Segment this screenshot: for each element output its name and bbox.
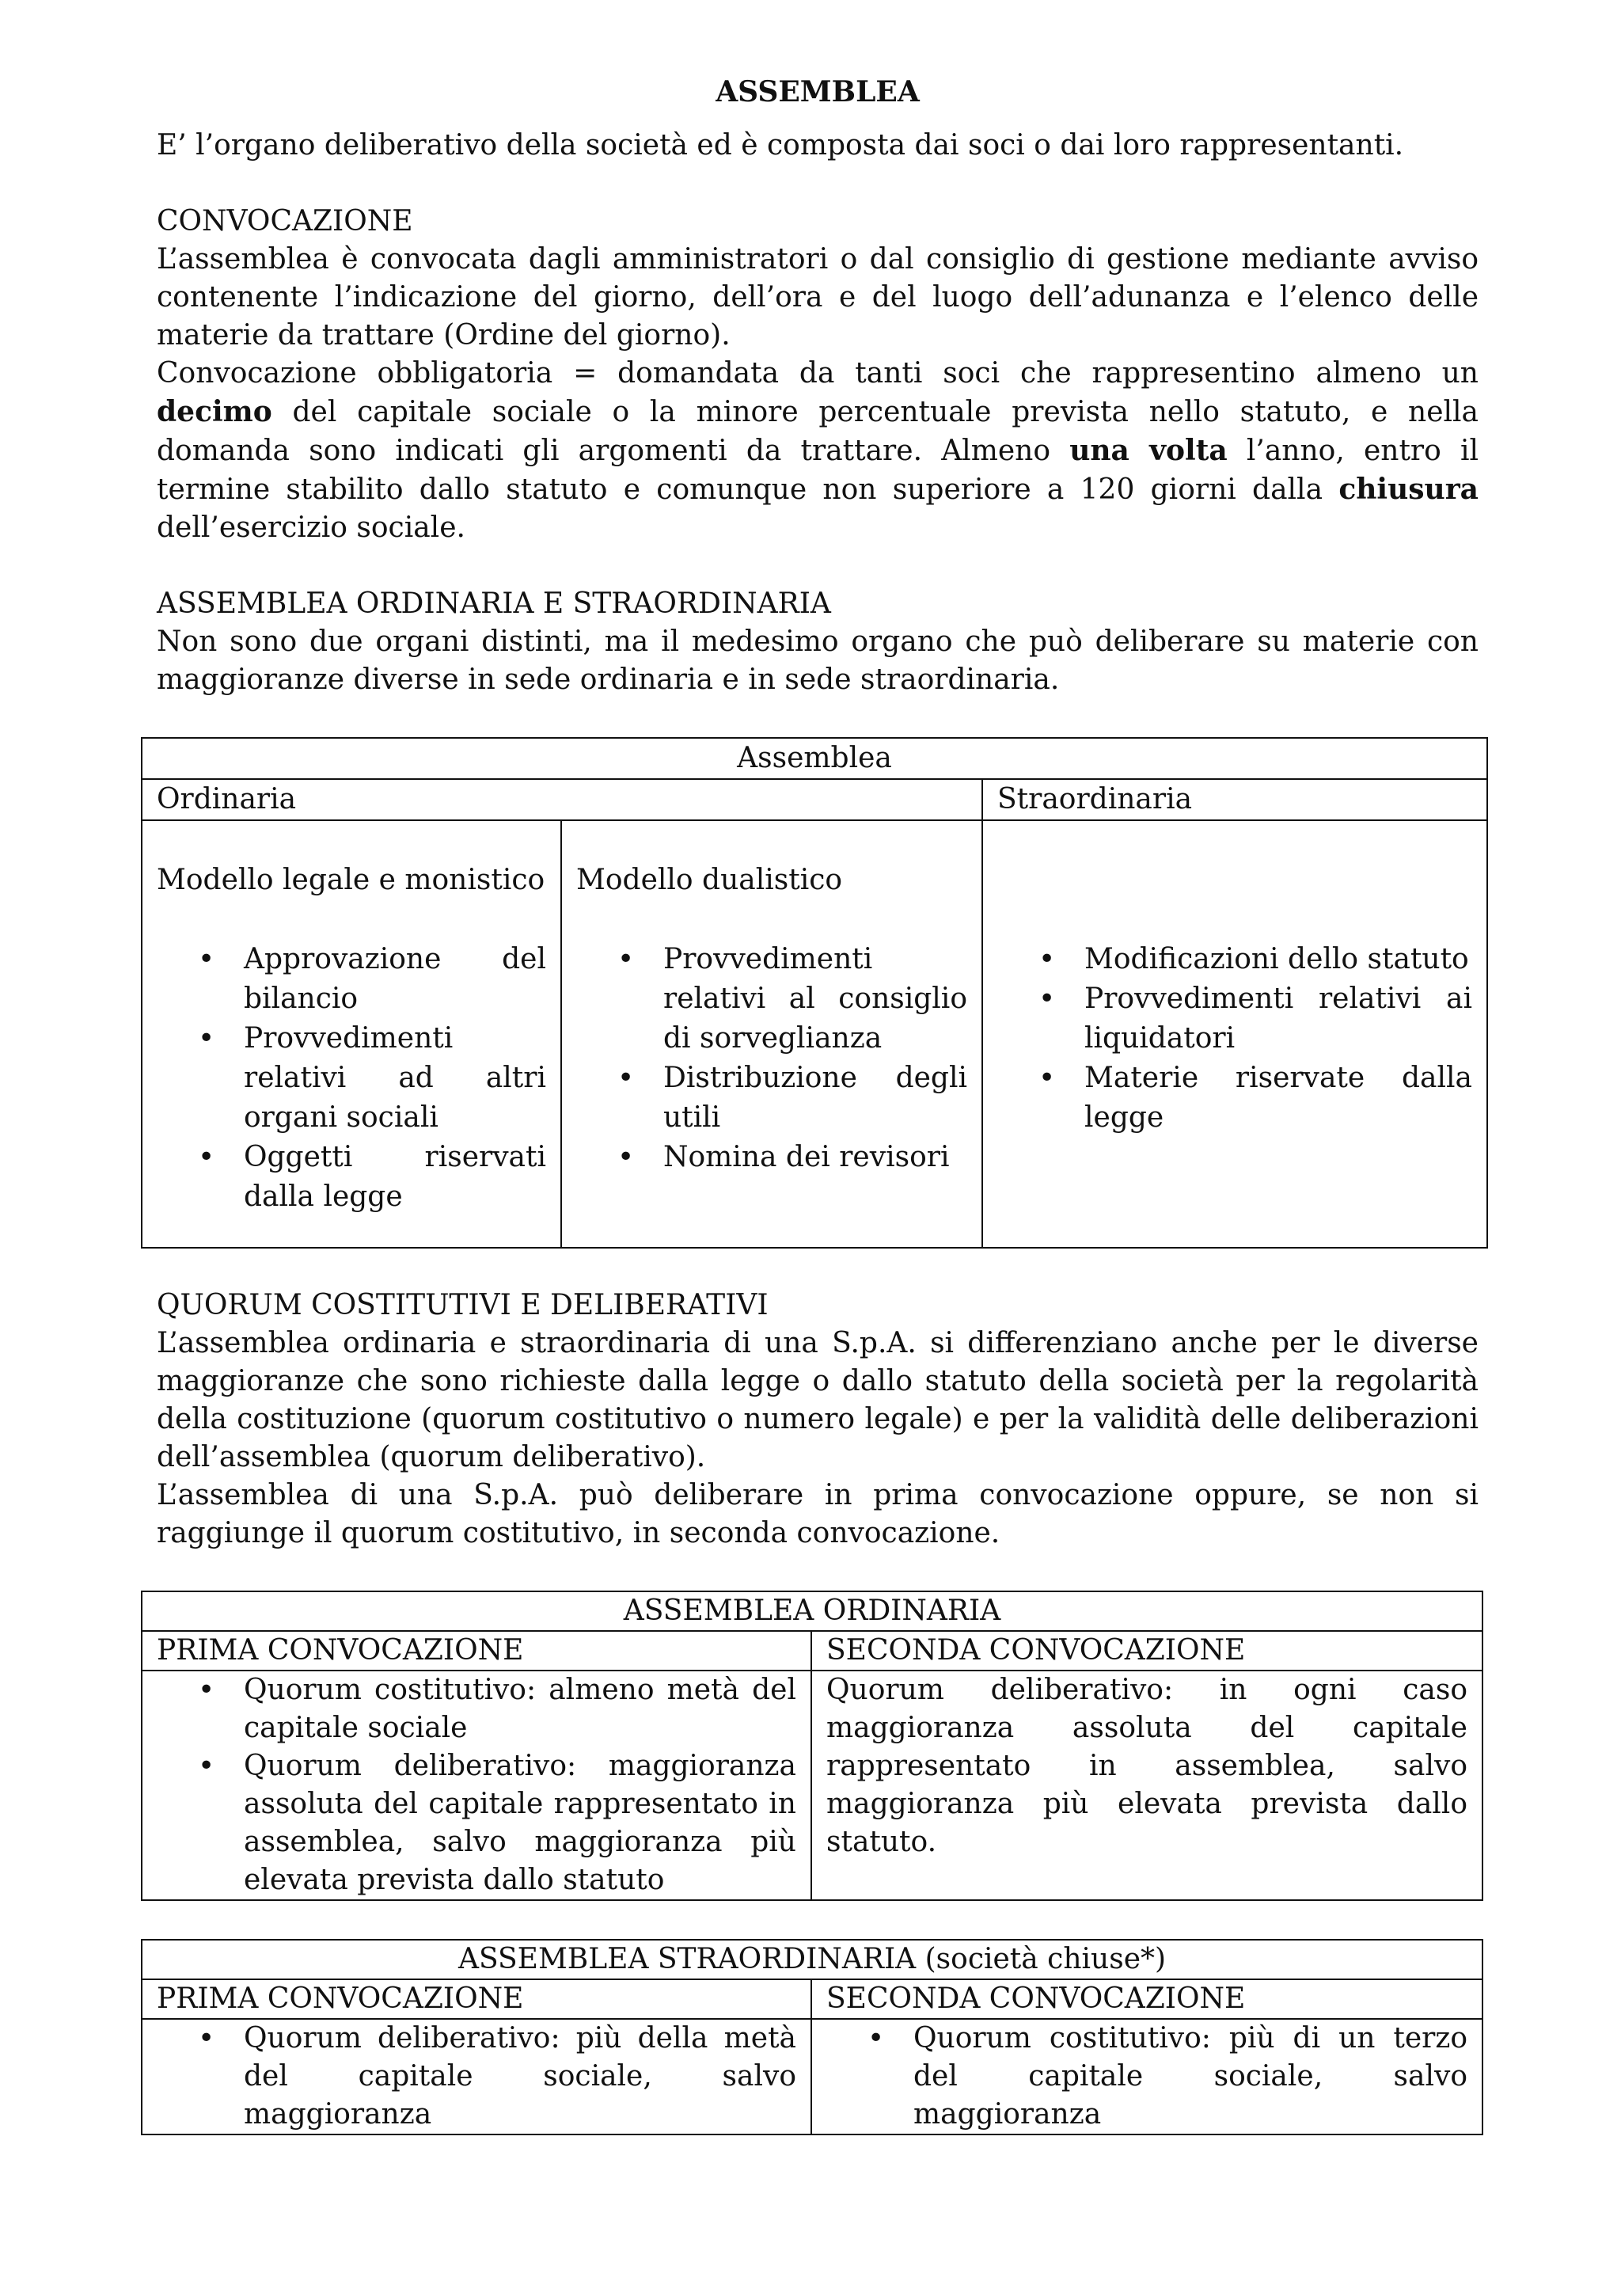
- list-item: • Nomina dei revisori: [576, 1138, 967, 1177]
- prima-convocazione-cell: [142, 2019, 811, 2134]
- list-item: • Approvazione del bilancio: [157, 940, 546, 1019]
- modello-dualistico-title: Modello dualistico: [576, 864, 843, 896]
- list-item: • Provvedimenti relativi al consiglio di sorveglianza: [576, 940, 967, 1059]
- list-item: • Modificazioni dello statuto: [997, 940, 1472, 979]
- page-title: ASSEMBLEA: [716, 75, 920, 108]
- assemblea-table-header: Assemblea: [142, 738, 1487, 779]
- straordinaria-table-header: ASSEMBLEA STRAORDINARIA (società chiuse*): [142, 1940, 1482, 1979]
- ordinaria-header: Ordinaria: [142, 779, 982, 820]
- list-item: • Quorum costitutivo: più di un terzo del capitale sociale, salvo maggioranza: [826, 2020, 1467, 2134]
- seconda-convocazione-cell: [811, 1671, 1482, 1900]
- assemblea-table: [141, 737, 1488, 1249]
- ordinaria-table-header: ASSEMBLEA ORDINARIA: [142, 1591, 1482, 1631]
- list-item: • Distribuzione degli utili: [576, 1059, 967, 1138]
- list-item: • Oggetti riservati dalla legge: [157, 1138, 546, 1217]
- list-item: • Provvedimenti relativi ai liquidatori: [997, 979, 1472, 1059]
- seconda-convocazione-text: Quorum deliberativo: in ogni caso maggioranza assoluta del capitale rappresentato in assemblea, salvo maggioranza più elevata prevista dallo statuto.: [826, 1674, 1467, 1858]
- list-item: • Materie riservate dalla legge: [997, 1059, 1472, 1138]
- intro-paragraph: E’ l’organo deliberativo della società ed è composta dai soci o dai loro rappresentanti.: [157, 129, 1404, 162]
- ord-straord-heading: ASSEMBLEA ORDINARIA E STRAORDINARIA: [157, 587, 831, 620]
- document-page: [157, 73, 1479, 2135]
- seconda-convocazione-header: SECONDA CONVOCAZIONE: [811, 1631, 1482, 1671]
- assemblea-ordinaria-table: [141, 1591, 1483, 1901]
- prima-convocazione-header: PRIMA CONVOCAZIONE: [142, 1631, 811, 1671]
- convocazione-heading: CONVOCAZIONE: [157, 205, 413, 238]
- modello-legale-cell: [142, 820, 561, 1248]
- convocazione-paragraph-2: Convocazione obbligatoria = domandata da tanti soci che rappresentino almeno un decimo del capitale sociale o la minore percentuale prevista nello statuto, e nella domanda sono indicati gli argomenti da trattare. Almeno una volta l’anno, entro il termine stabilito dallo statuto e comunque non superiore a 120 giorni dalla chiusura dell’esercizio sociale.: [157, 357, 1479, 544]
- seconda-convocazione-cell: [811, 2019, 1482, 2134]
- quorum-heading: QUORUM COSTITUTIVI E DELIBERATIVI: [157, 1289, 769, 1321]
- modello-legale-title: Modello legale e monistico: [157, 864, 545, 896]
- list-item: • Quorum costitutivo: almeno metà del capitale sociale: [157, 1671, 796, 1747]
- prima-convocazione-header: PRIMA CONVOCAZIONE: [142, 1979, 811, 2019]
- list-item: • Quorum deliberativo: più della metà del capitale sociale, salvo maggioranza: [157, 2020, 796, 2134]
- straordinaria-header: Straordinaria: [982, 779, 1487, 820]
- ord-straord-paragraph: Non sono due organi distinti, ma il medesimo organo che può deliberare su materie con maggioranze diverse in sede ordinaria e in sede straordinaria.: [157, 625, 1479, 696]
- seconda-convocazione-header: SECONDA CONVOCAZIONE: [811, 1979, 1482, 2019]
- list-item: • Quorum deliberativo: maggioranza assoluta del capitale rappresentato in assemblea, salvo maggioranza più elevata prevista dallo statuto: [157, 1747, 796, 1899]
- prima-convocazione-cell: [142, 1671, 811, 1900]
- list-item: • Provvedimenti relativi ad altri organi sociali: [157, 1019, 546, 1138]
- convocazione-paragraph-1: L’assemblea è convocata dagli amministratori o dal consiglio di gestione mediante avviso contenente l’indicazione del giorno, dell’ora e del luogo dell’adunanza e l’elenco delle materie da trattare (Ordine del giorno).: [157, 243, 1479, 352]
- quorum-paragraph-1: L’assemblea ordinaria e straordinaria di una S.p.A. si differenziano anche per le diverse maggioranze che sono richieste dalla legge o dallo statuto della società per la regolarità della costituzione (quorum costitutivo o numero legale) e per la validità delle deliberazioni dell’assemblea (quorum deliberativo).: [157, 1327, 1479, 1473]
- modello-dualistico-cell: [561, 820, 982, 1248]
- assemblea-straordinaria-table: [141, 1939, 1483, 2135]
- quorum-paragraph-2: L’assemblea di una S.p.A. può deliberare in prima convocazione oppure, se non si raggiunge il quorum costitutivo, in seconda convocazione.: [157, 1479, 1479, 1549]
- straordinaria-cell: [982, 820, 1487, 1248]
